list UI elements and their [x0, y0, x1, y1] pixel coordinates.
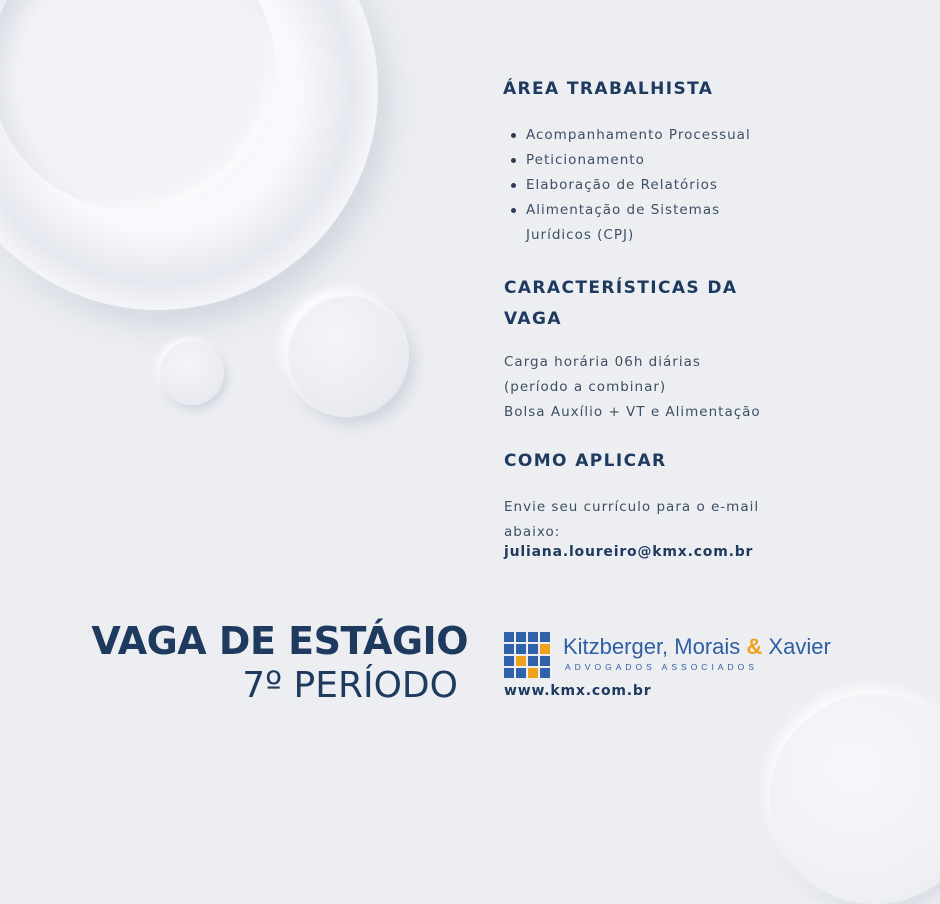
list-item: Elaboração de Relatórios: [526, 173, 806, 198]
brand-name-part2: Xavier: [762, 634, 831, 659]
decorative-bubble-medium: [285, 293, 409, 417]
decorative-bubble-small: [160, 341, 224, 405]
apply-instructions: [504, 495, 759, 545]
apply-text-line: abaixo:: [504, 524, 561, 540]
detail-line: (período a combinar): [504, 379, 667, 395]
brand-tagline: ADVOGADOS ASSOCIADOS: [565, 662, 758, 672]
task-list: [505, 123, 806, 248]
characteristics-heading-line: VAGA: [504, 309, 562, 329]
page-subtitle: 7º PERÍODO: [242, 665, 458, 706]
characteristics-heading-line: CARACTERÍSTICAS DA: [504, 278, 738, 298]
website-link[interactable]: www.kmx.com.br: [504, 683, 652, 699]
list-item: Acompanhamento Processual: [526, 123, 806, 148]
characteristics-details: [504, 350, 761, 425]
apply-text-line: Envie seu currículo para o e-mail: [504, 499, 760, 515]
list-item-line: Alimentação de Sistemas: [526, 202, 721, 218]
list-item: Peticionamento: [526, 148, 806, 173]
apply-heading: COMO APLICAR: [504, 451, 667, 471]
brand-ampersand: &: [746, 634, 763, 659]
brand-name: [563, 634, 831, 660]
list-item: [526, 198, 806, 248]
detail-line: Carga horária 06h diárias: [504, 354, 701, 370]
brand-name-part1: Kitzberger, Morais: [563, 634, 747, 659]
page-title: VAGA DE ESTÁGIO: [91, 619, 468, 663]
area-heading: ÁREA TRABALHISTA: [503, 79, 714, 99]
kmx-grid-logo-icon: [504, 632, 550, 678]
email-link[interactable]: juliana.loureiro@kmx.com.br: [504, 544, 754, 560]
decorative-bubble-corner: [770, 694, 940, 904]
detail-line: Bolsa Auxílio + VT e Alimentação: [504, 404, 761, 420]
characteristics-heading: [504, 273, 737, 335]
list-item-line: Jurídicos (CPJ): [526, 227, 635, 243]
